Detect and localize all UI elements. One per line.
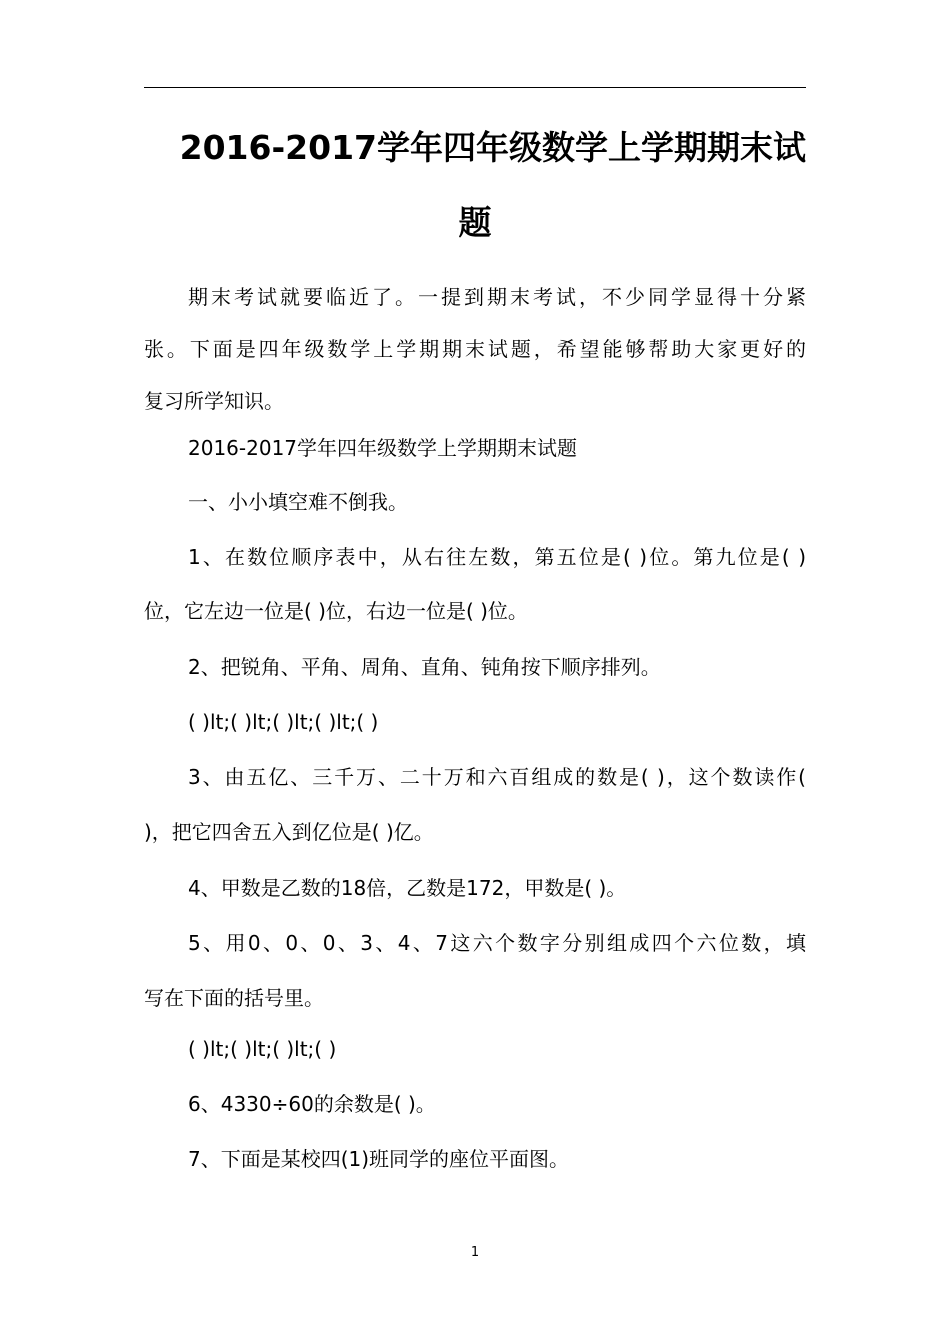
section-heading: 2016-2017学年四年级数学上学期期末试题 (188, 436, 578, 460)
document-title-line-2: 题 (458, 203, 492, 242)
question-7: 7、下面是某校四(1)班同学的座位平面图。 (188, 1147, 570, 1171)
question-5-blanks: ( )lt;( )lt;( )lt;( ) (188, 1037, 337, 1061)
question-1-line-1: 1、在数位顺序表中，从右往左数，第五位是( )位。第九位是( ) (188, 545, 806, 569)
paragraph-intro-line-2: 张。下面是四年级数学上学期期末试题，希望能够帮助大家更好的 (144, 337, 806, 361)
header-rule (144, 87, 806, 88)
question-5-line-1: 5、用0、0、0、3、4、7这六个数字分别组成四个六位数，填 (188, 931, 806, 955)
question-2-blanks: ( )lt;( )lt;( )lt;( )lt;( ) (188, 710, 379, 734)
question-6: 6、4330÷60的余数是( )。 (188, 1092, 436, 1116)
question-3-line-2: )，把它四舍五入到亿位是( )亿。 (144, 820, 434, 844)
page-number: 1 (470, 1245, 480, 1260)
paragraph-intro-line-1: 期末考试就要临近了。一提到期末考试，不少同学显得十分紧 (188, 285, 806, 309)
document-title-line-1: 2016-2017学年四年级数学上学期期末试 (179, 128, 806, 167)
question-1-line-2: 位，它左边一位是( )位，右边一位是( )位。 (144, 599, 528, 623)
paragraph-intro-line-3: 复习所学知识。 (144, 389, 284, 413)
question-group-heading: 一、小小填空难不倒我。 (188, 490, 408, 514)
question-2: 2、把锐角、平角、周角、直角、钝角按下顺序排列。 (188, 655, 661, 679)
question-5-line-2: 写在下面的括号里。 (144, 986, 324, 1010)
question-3-line-1: 3、由五亿、三千万、二十万和六百组成的数是( )，这个数读作( (188, 765, 806, 789)
question-4: 4、甲数是乙数的18倍，乙数是172，甲数是( )。 (188, 876, 627, 900)
